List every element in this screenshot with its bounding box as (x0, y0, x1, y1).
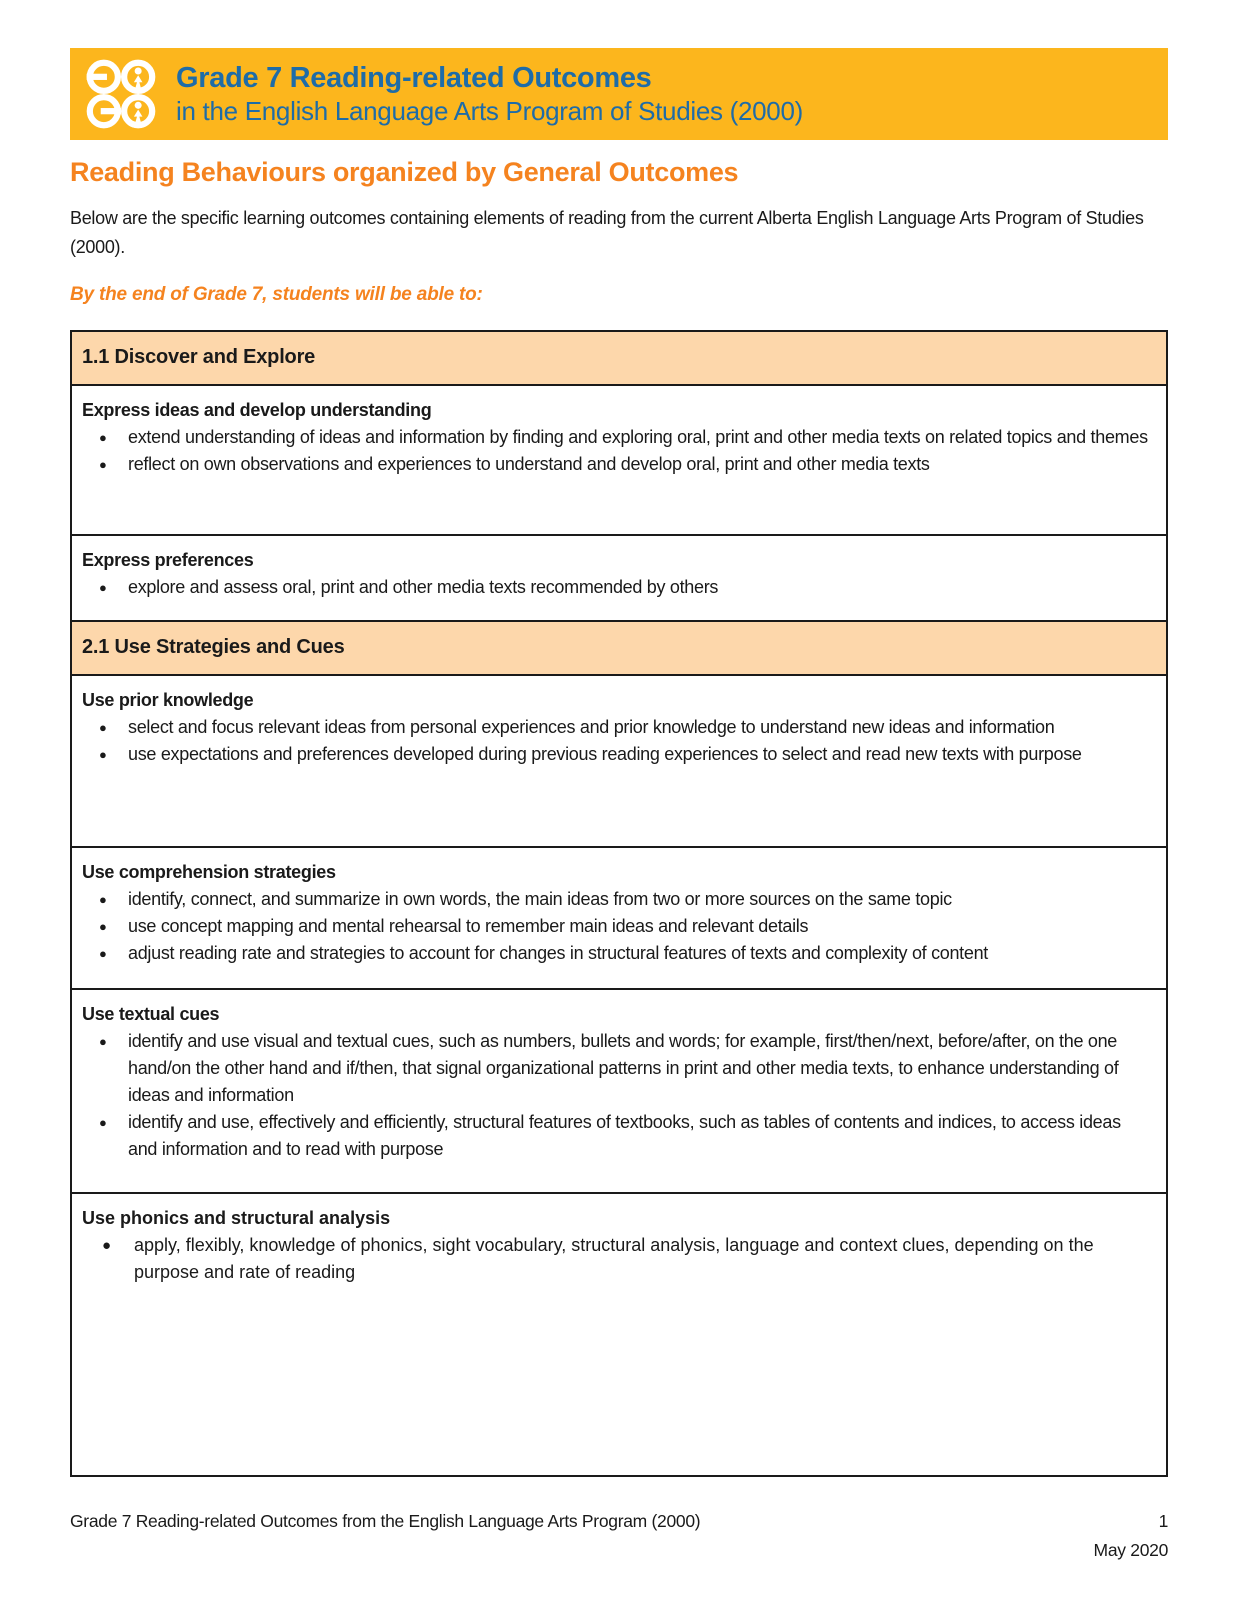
outcome-bullet: ● apply, flexibly, knowledge of phonics, sight vocabulary, structural analysis, language and context clues, depending on the purpose and rate of reading (82, 1232, 1152, 1286)
outcome-cell (71, 675, 1167, 847)
outcome-bullet-list (82, 714, 1152, 768)
outcome-subheading: Use textual cues (82, 1004, 220, 1024)
header-banner (70, 48, 1168, 140)
outcome-bullet-list (82, 1028, 1152, 1163)
page-number: 1 (1158, 1511, 1168, 1531)
outcome-bullet: ● identify and use visual and textual cues, such as numbers, bullets and words; for example, first/then/next, before/after, on the one hand/on the other hand and if/then, that signal organizational patterns in print and other media texts, to enhance understanding of ideas and information (82, 1028, 1152, 1109)
outcome-subheading: Use prior knowledge (82, 690, 254, 710)
outcome-cell (71, 535, 1167, 621)
outcome-bullet: ● identify, connect, and summarize in own words, the main ideas from two or more sources on the same topic (82, 886, 1152, 913)
outcomes-table (70, 330, 1168, 1477)
outcome-bullet-list (82, 1232, 1152, 1286)
page-heading: Reading Behaviours organized by General Outcomes (70, 157, 739, 187)
outcome-bullet: ● explore and assess oral, print and other media texts recommended by others (82, 574, 1152, 601)
outcome-bullet-list (82, 886, 1152, 967)
outcome-subheading: Use phonics and structural analysis (82, 1208, 391, 1228)
outcome-bullet-list (82, 424, 1152, 478)
people-in-circles-logo-icon (82, 55, 160, 133)
outcome-cell (71, 1193, 1167, 1476)
document-title: Grade 7 Reading-related Outcomes (176, 62, 652, 94)
intro-paragraph: Below are the specific learning outcomes containing elements of reading from the current Alberta English Language Arts Program of Studies (2000). (70, 208, 1144, 257)
outcome-cell (71, 847, 1167, 989)
outcome-bullet: ● select and focus relevant ideas from personal experiences and prior knowledge to understand new ideas and information (82, 714, 1152, 741)
lead-in-statement: By the end of Grade 7, students will be able to: (70, 284, 483, 305)
banner-text-block (176, 61, 803, 127)
outcome-bullet-list (82, 574, 1152, 601)
outcome-subheading: Express preferences (82, 550, 254, 570)
outcome-cell (71, 989, 1167, 1193)
outcome-subheading: Express ideas and develop understanding (82, 400, 432, 420)
footer-date: May 2020 (1093, 1540, 1168, 1560)
outcome-bullet: ● identify and use, effectively and efficiently, structural features of textbooks, such as tables of contents and indices, to access ideas and information and to read with purpose (82, 1109, 1152, 1163)
outcome-bullet: ● use concept mapping and mental rehearsal to remember main ideas and relevant details (82, 913, 1152, 940)
page-footer (70, 1507, 1168, 1565)
outcome-bullet: ● adjust reading rate and strategies to account for changes in structural features of texts and complexity of content (82, 940, 1152, 967)
outcome-subheading: Use comprehension strategies (82, 862, 336, 882)
footer-meta (1094, 1507, 1168, 1565)
outcomes-section-header: 2.1 Use Strategies and Cues (71, 621, 1167, 675)
outcomes-section-header: 1.1 Discover and Explore (71, 331, 1167, 385)
outcome-bullet: ● use expectations and preferences developed during previous reading experiences to select and read new texts with purpose (82, 741, 1152, 768)
outcome-cell (71, 385, 1167, 535)
footer-document-title: Grade 7 Reading-related Outcomes from the English Language Arts Program (2000) (70, 1511, 701, 1531)
outcome-bullet: ● extend understanding of ideas and information by finding and exploring oral, print and other media texts on related topics and themes (82, 424, 1152, 451)
document-subtitle: in the English Language Arts Program of Studies (2000) (176, 96, 803, 126)
outcome-bullet: ● reflect on own observations and experiences to understand and develop oral, print and other media texts (82, 451, 1152, 478)
